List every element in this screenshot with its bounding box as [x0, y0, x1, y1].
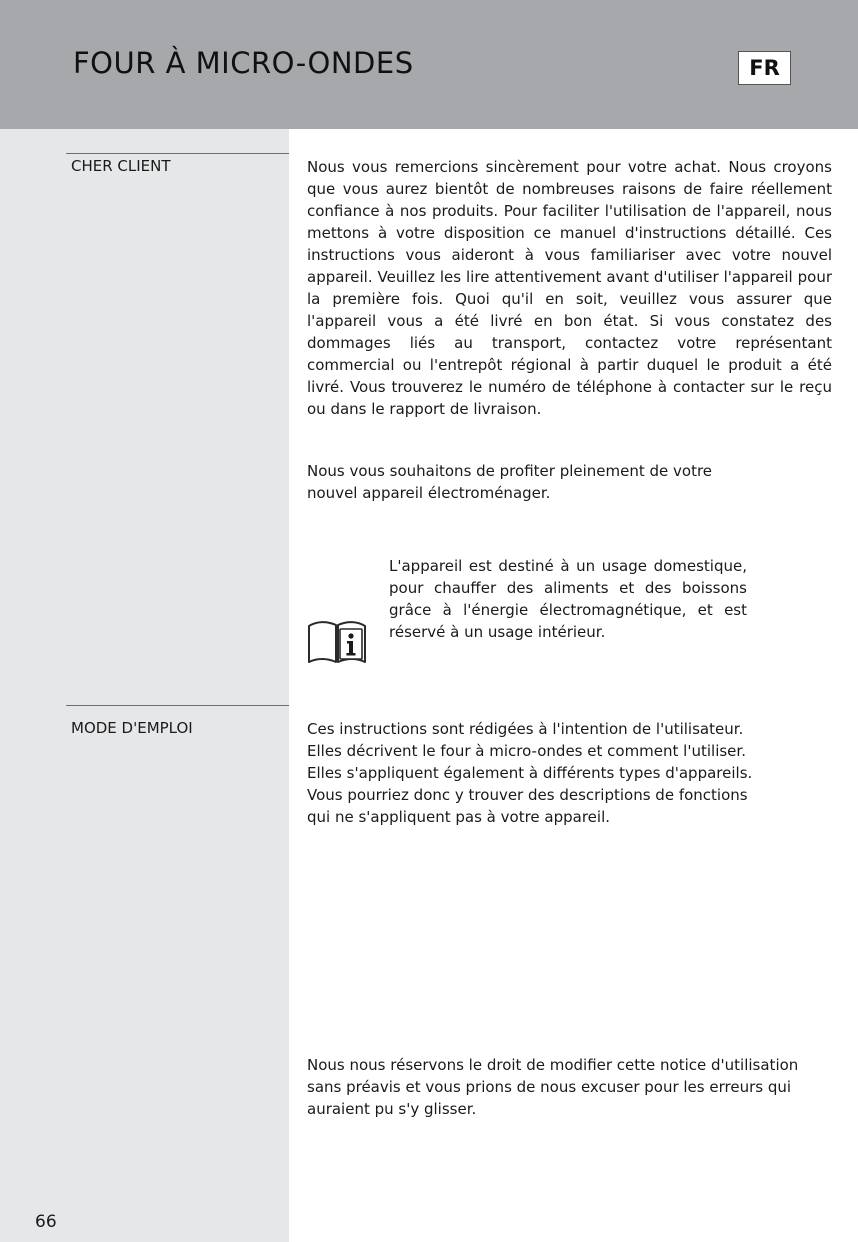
page-title: FOUR À MICRO-ONDES [73, 46, 414, 80]
info-book-icon [307, 618, 367, 664]
section-label-cher-client: CHER CLIENT [71, 157, 171, 175]
disclaimer-paragraph [307, 1054, 832, 1120]
section-rule-mode-emploi [66, 705, 289, 706]
info-note: L'appareil est destiné à un usage domestique, pour chauffer des aliments et des boissons grâce à l'énergie électromagnétique, et est réservé à un usage intérieur. [389, 557, 747, 641]
section-rule-cher-client [66, 153, 289, 154]
text-line: auraient pu s'y glisser. [307, 1100, 477, 1118]
section-label-mode-emploi: MODE D'EMPLOI [71, 719, 193, 737]
text-line: Ces instructions sont rédigées à l'intention de l'utilisateur. [307, 720, 744, 738]
text-line: Elles décrivent le four à micro-ondes et comment l'utiliser. [307, 742, 746, 760]
text-line: Vous pourriez donc y trouver des descriptions de fonctions [307, 786, 748, 804]
text-line: Elles s'appliquent également à différents types d'appareils. [307, 764, 753, 782]
wish-line: nouvel appareil électroménager. [307, 484, 551, 502]
instructions-paragraph [307, 718, 832, 828]
text-line: Nous nous réservons le droit de modifier cette notice d'utilisation [307, 1056, 799, 1074]
wish-paragraph [307, 460, 807, 504]
page-header [0, 0, 858, 129]
text-line: qui ne s'appliquent pas à votre appareil. [307, 808, 611, 826]
left-margin-column [0, 129, 289, 1242]
wish-line: Nous vous souhaitons de profiter pleinement de votre [307, 462, 713, 480]
page-number: 66 [35, 1212, 57, 1232]
text-line: sans préavis et vous prions de nous excuser pour les erreurs qui [307, 1078, 792, 1096]
language-badge: FR [738, 51, 791, 85]
intro-paragraph: Nous vous remercions sincèrement pour votre achat. Nous croyons que vous aurez bientôt de nombreuses raisons de faire réellement confiance à nos produits. Pour faciliter l'utilisation de l'appareil, nous mettons à votre disposition ce manuel d'instructions détaillé. Ces instructions vous aideront à vous familiariser avec votre nouvel appareil. Veuillez les lire attentivement avant d'utiliser l'appareil pour la première fois. Quoi qu'il en soit, veuillez vous assurer que l'appareil vous a été livré en bon état. Si vous constatez des dommages liés au transport, contactez votre représentant commercial ou l'entrepôt régional à partir duquel le produit a été livré. Vous trouverez le numéro de téléphone à contacter sur le reçu ou dans le rapport de livraison. [307, 158, 832, 418]
